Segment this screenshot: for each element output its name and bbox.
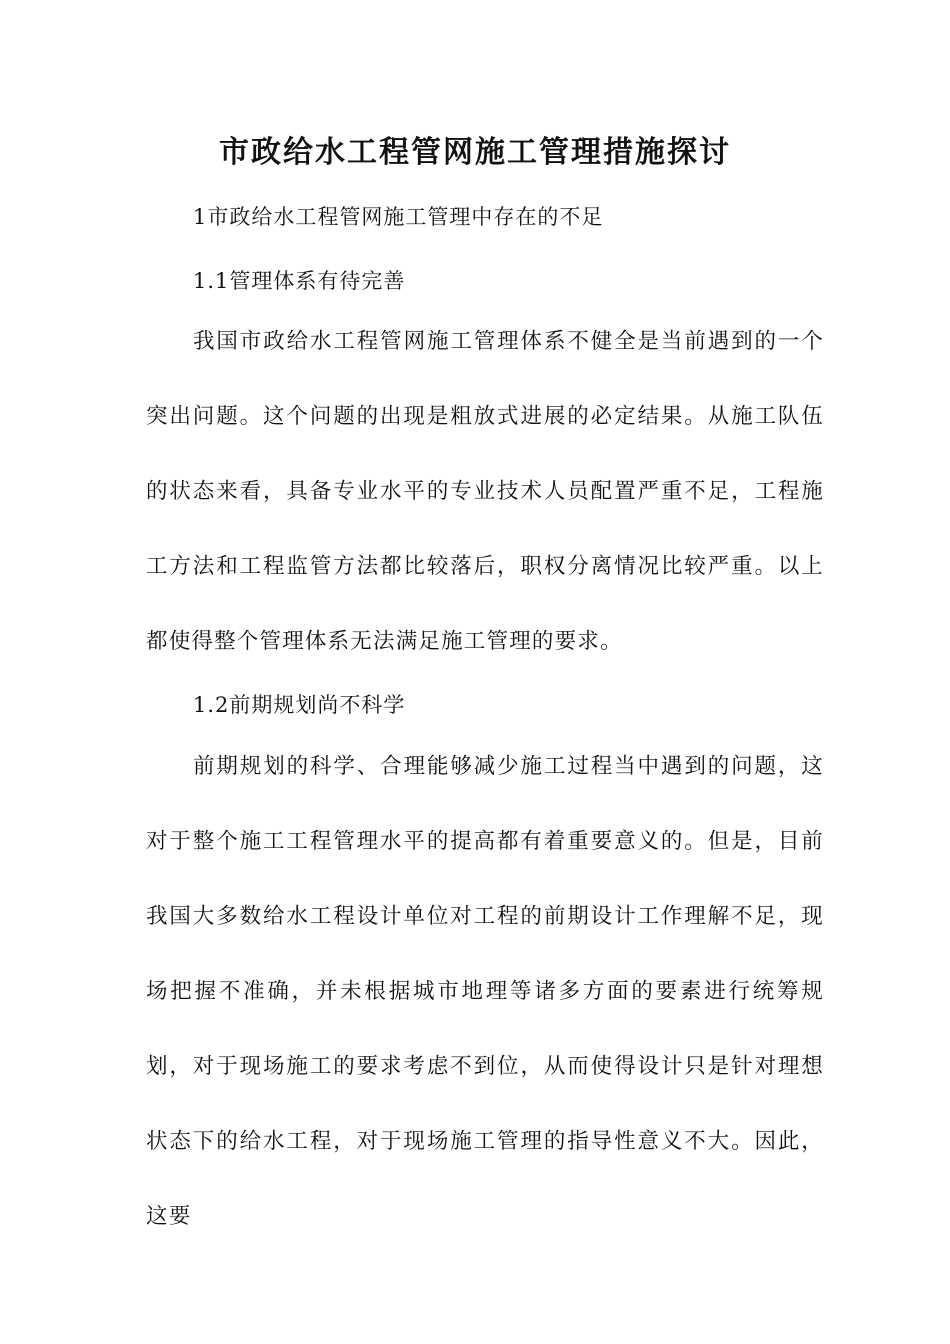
section-heading-1: 1市政给水工程管网施工管理中存在的不足 xyxy=(193,205,604,229)
section-heading-1-1: 1.1管理体系有待完善 xyxy=(193,269,406,293)
document-title: 市政给水工程管网施工管理措施探讨 xyxy=(219,135,731,170)
paragraph-management-system: 我国市政给水工程管网施工管理体系不健全是当前遇到的一个突出问题。这个问题的出现是粗放式进展的必定结果。从施工队伍的状态来看，具备专业水平的专业技术人员配置严重不足，工程施工方法和工程监管方法都比较落后，职权分离情况比较严重。以上都使得整个管理体系无法满足施工管理的要求。 xyxy=(146,329,824,654)
section-heading-1-2: 1.2前期规划尚不科学 xyxy=(193,693,406,717)
paragraph-early-planning: 前期规划的科学、合理能够减少施工过程当中遇到的问题，这对于整个施工工程管理水平的提高都有着重要意义的。但是，目前我国大多数给水工程设计单位对工程的前期设计工作理解不足，现场把握不准确，并未根据城市地理等诸多方面的要素进行统筹规划，对于现场施工的要求考虑不到位，从而使得设计只是针对理想状态下的给水工程，对于现场施工管理的指导性意义不大。因此，这要 xyxy=(146,754,824,1229)
